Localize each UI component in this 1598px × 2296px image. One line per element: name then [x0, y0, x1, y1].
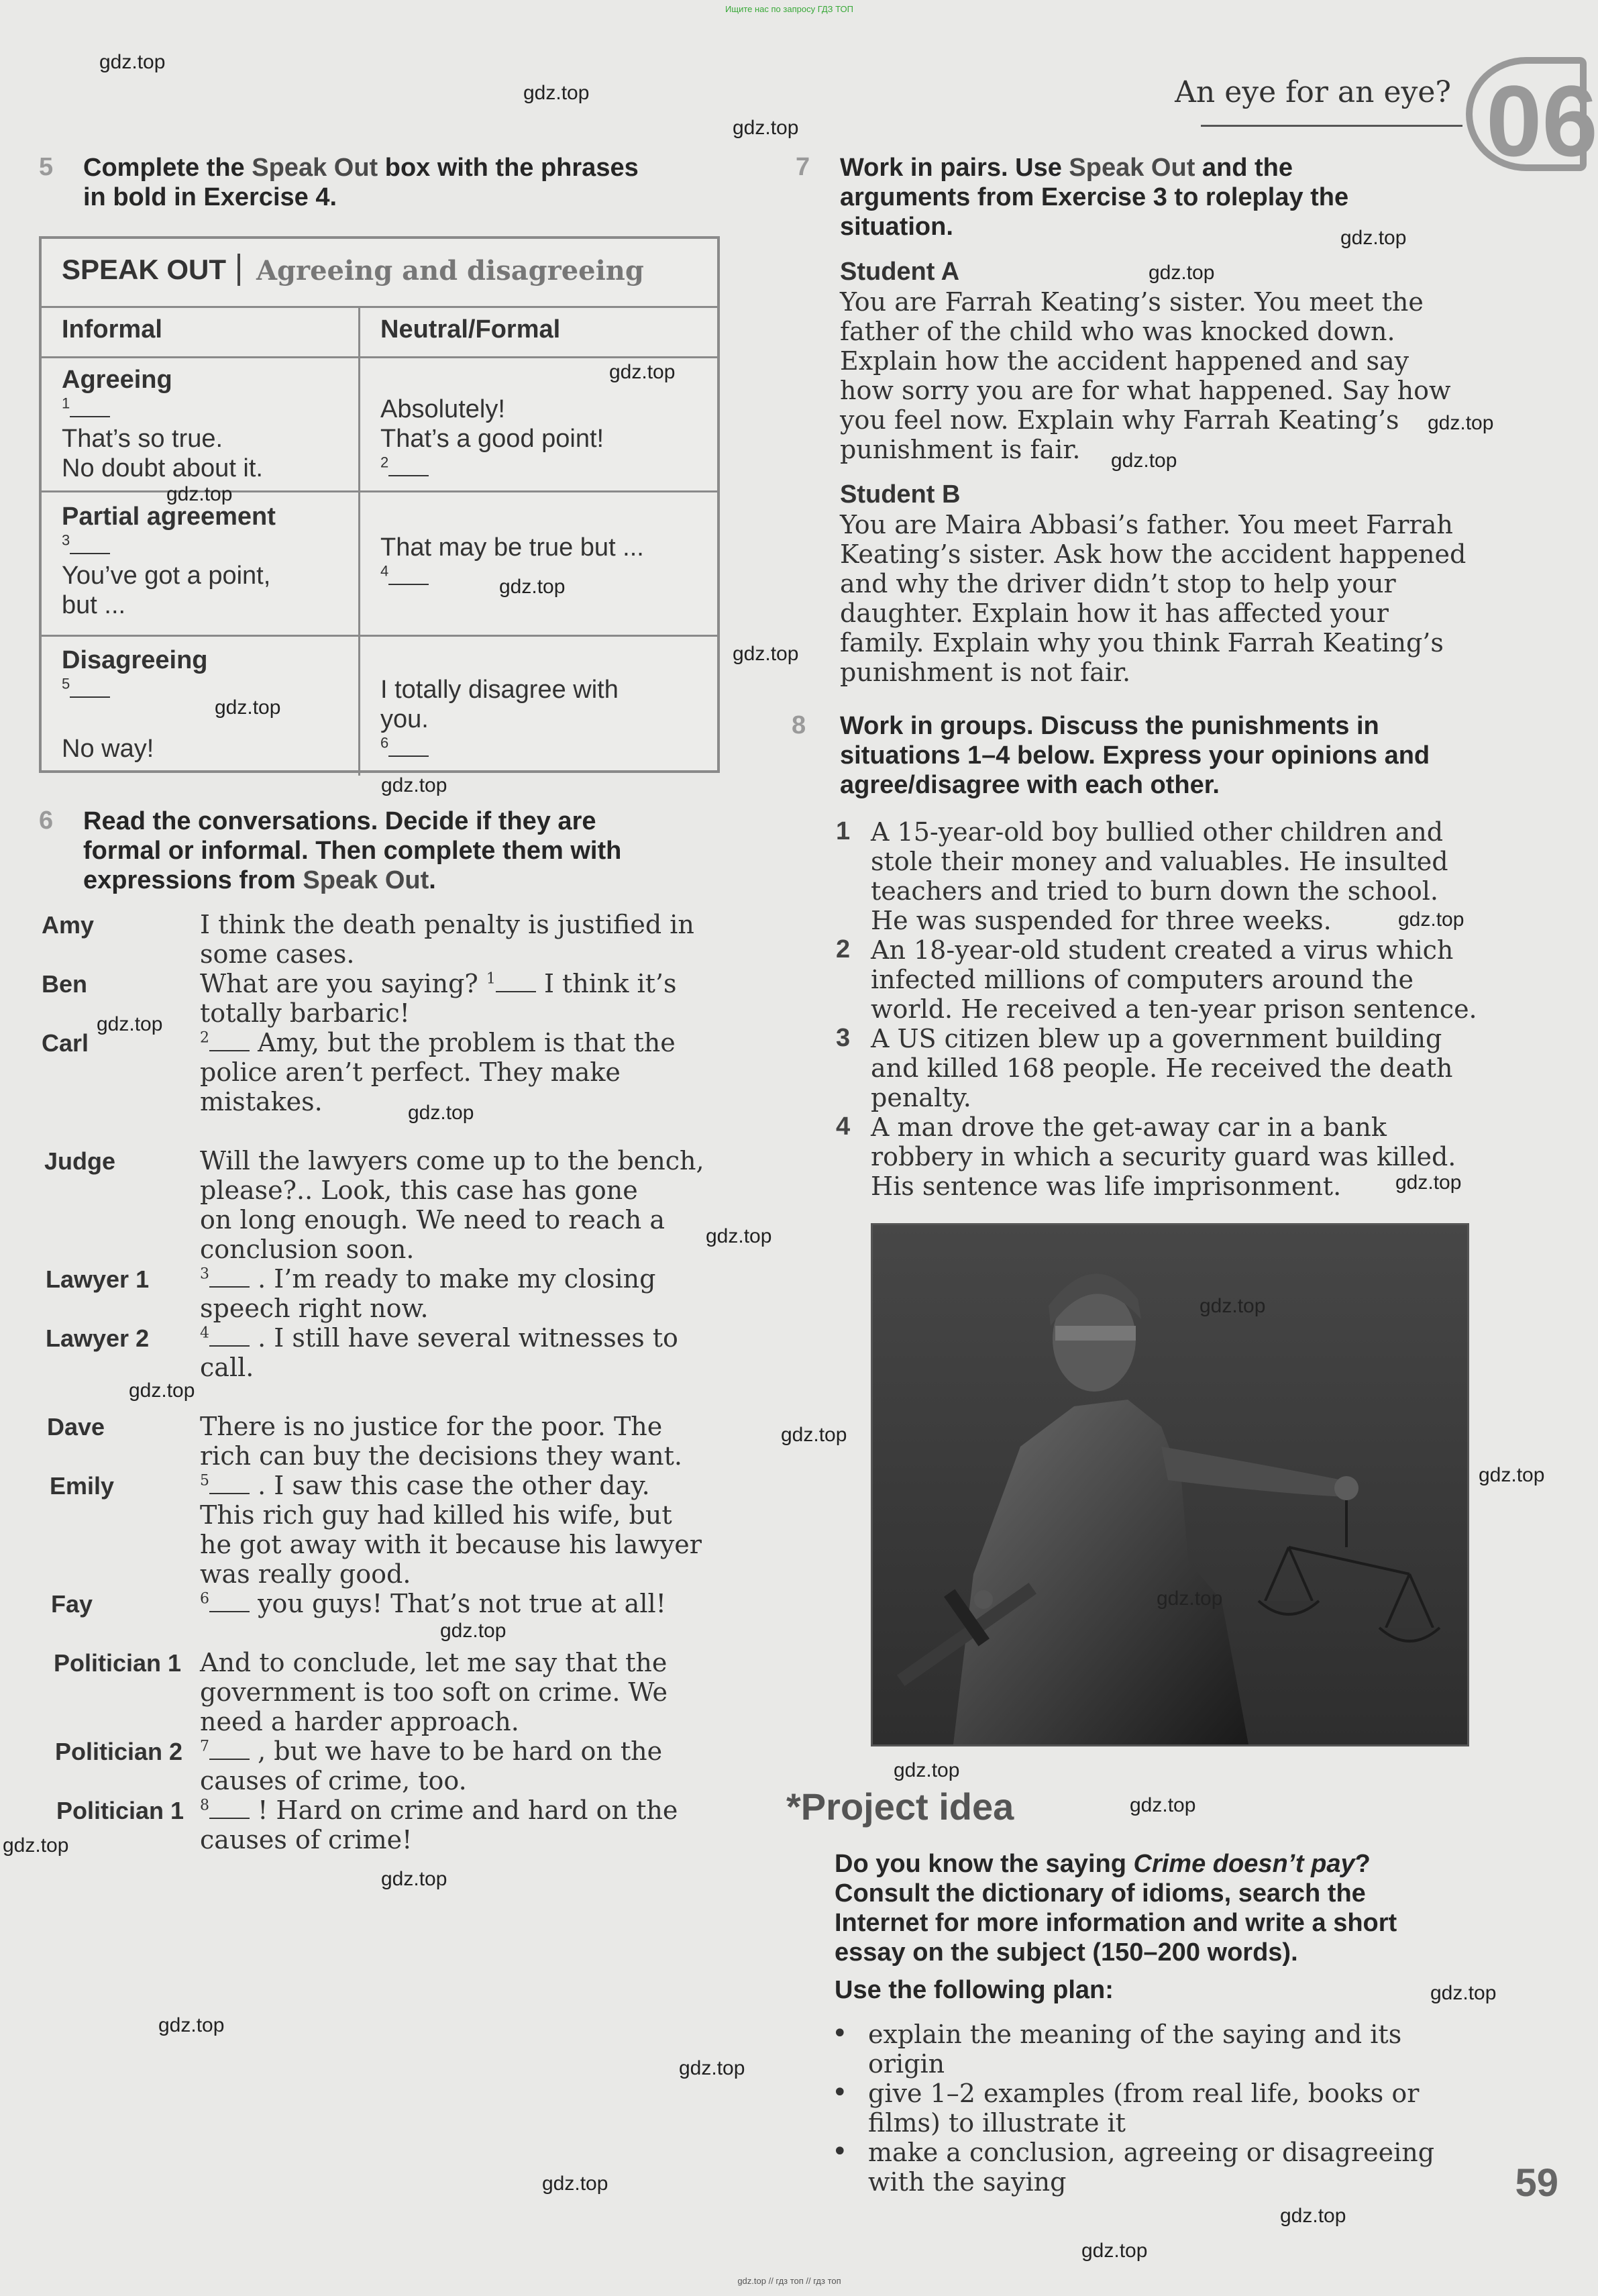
- header-rule: [1201, 125, 1462, 127]
- exercise-5-number: 5: [39, 153, 54, 181]
- bullet-icon: •: [832, 2018, 848, 2049]
- student-b-line: You are Maira Abbasi’s father. You meet Farrah: [840, 510, 1453, 539]
- ex6-line-3c: .: [429, 866, 436, 894]
- gap-number-emily: 5: [200, 1472, 209, 1490]
- student-a-line: you feel now. Explain why Farrah Keating’s: [840, 405, 1399, 435]
- speaker-judge: Judge: [44, 1147, 116, 1175]
- gap-ben: [496, 988, 536, 992]
- student-a-text: [840, 287, 1451, 464]
- speak-out-separator: [237, 254, 240, 286]
- project-idea-text: [835, 1849, 1397, 1967]
- situation-2-number: 2: [836, 935, 851, 963]
- exercise-6-instruction: [83, 806, 621, 895]
- bottom-note: gdz.top // гдз топ // гдз топ: [737, 2276, 841, 2286]
- plan-item-1: [868, 2020, 1401, 2079]
- line-judge: [200, 1146, 704, 1264]
- line-lawyer-2-2: call.: [200, 1353, 254, 1382]
- line-politician-1b-1: ! Hard on crime and hard on the: [250, 1795, 678, 1825]
- line-politician-1a-3: need a harder approach.: [200, 1707, 519, 1736]
- gap-politician-1b: [209, 1815, 250, 1819]
- line-carl-3: mistakes.: [200, 1087, 323, 1116]
- line-emily-2: This rich guy had killed his wife, but: [200, 1500, 672, 1530]
- watermark: gdz.top: [542, 2173, 608, 2195]
- ex5-text-d: in bold in Exercise 4.: [83, 183, 337, 211]
- situation-2-text: [871, 935, 1477, 1024]
- watermark: gdz.top: [381, 1868, 447, 1890]
- student-b-heading: Student B: [840, 480, 961, 509]
- ex7-speak-out: Speak Out: [1069, 154, 1195, 182]
- line-politician-2: [200, 1736, 662, 1795]
- project-plan-label: Use the following plan:: [835, 1976, 1114, 2004]
- phrase-but: but ...: [62, 591, 126, 619]
- line-judge-2: please?.. Look, this case has gone: [200, 1176, 638, 1205]
- gap-number-lawyer-1: 3: [200, 1265, 209, 1283]
- line-ben-2: totally barbaric!: [200, 998, 410, 1028]
- line-fay-1: you guys! That’s not true at all!: [250, 1589, 666, 1618]
- gap-4: [388, 581, 429, 585]
- project-idea-heading: *Project idea: [786, 1785, 1014, 1828]
- gap-2: [388, 472, 429, 476]
- speaker-politician-1b: Politician 1: [56, 1797, 184, 1824]
- watermark: gdz.top: [781, 1424, 847, 1446]
- line-dave-2: rich can buy the decisions they want.: [200, 1441, 682, 1471]
- situation-line: robbery in which a security guard was killed.: [871, 1142, 1456, 1171]
- student-a-line: how sorry you are for what happened. Say how: [840, 376, 1451, 405]
- gap-lawyer-2: [209, 1343, 250, 1347]
- ex5-text-c: box with the phrases: [378, 154, 639, 182]
- situation-line: teachers and tried to burn down the school.: [871, 876, 1439, 906]
- project-line-1c: ?: [1354, 1850, 1371, 1878]
- watermark: gdz.top: [440, 1620, 507, 1642]
- phrase-absolutely: Absolutely!: [380, 395, 505, 423]
- watermark: gdz.top: [1398, 908, 1464, 931]
- exercise-5-instruction: [83, 153, 639, 212]
- gap-number-politician-2: 7: [200, 1738, 209, 1755]
- ex6-line-1: Read the conversations. Decide if they are: [83, 807, 596, 835]
- speaker-politician-2: Politician 2: [55, 1738, 183, 1765]
- speaker-dave: Dave: [47, 1413, 105, 1441]
- line-lawyer-1-1: . I’m ready to make my closing: [250, 1264, 656, 1294]
- situation-line: and killed 168 people. He received the death: [871, 1053, 1453, 1083]
- watermark: gdz.top: [1200, 1295, 1266, 1317]
- line-dave-1: There is no justice for the poor. The: [200, 1412, 663, 1441]
- watermark: gdz.top: [215, 696, 281, 719]
- gap-number-3: 3: [62, 531, 70, 549]
- exercise-7-instruction: [840, 153, 1348, 242]
- situation-1-number: 1: [836, 817, 851, 845]
- situation-4-number: 4: [836, 1112, 851, 1141]
- gap-number-fay: 6: [200, 1590, 209, 1608]
- phrase-no-doubt: No doubt about it.: [62, 454, 263, 482]
- line-lawyer-2: [200, 1323, 678, 1382]
- line-politician-1b-2: causes of crime!: [200, 1825, 413, 1855]
- watermark: gdz.top: [3, 1834, 69, 1857]
- speaker-lawyer-1: Lawyer 1: [46, 1265, 150, 1293]
- line-lawyer-1: [200, 1264, 655, 1323]
- phrase-totally-disagree: I totally disagree with: [380, 676, 619, 704]
- situation-3-number: 3: [836, 1024, 851, 1052]
- line-amy-1: I think the death penalty is justified in: [200, 910, 694, 939]
- situation-line: A US citizen blew up a government building: [871, 1024, 1442, 1053]
- lady-justice-statue-image: [873, 1225, 1467, 1744]
- gap-number-carl: 2: [200, 1029, 209, 1047]
- gap-number-lawyer-2: 4: [200, 1324, 209, 1342]
- watermark: gdz.top: [609, 361, 676, 383]
- ex6-speak-out: Speak Out: [303, 866, 429, 894]
- gap-number-5: 5: [62, 675, 70, 692]
- watermark: gdz.top: [499, 576, 566, 598]
- column-header-informal: [42, 306, 358, 358]
- line-judge-4: conclusion soon.: [200, 1235, 415, 1264]
- phrase-so-true: That’s so true.: [62, 425, 223, 453]
- watermark: gdz.top: [523, 82, 590, 104]
- phrase-may-be-true: That may be true but ...: [380, 533, 644, 562]
- top-note: Ищите нас по запросу ГДЗ ТОП: [725, 4, 853, 14]
- exercise-6-number: 6: [39, 806, 54, 835]
- student-b-line: punishment is not fair.: [840, 658, 1131, 687]
- category-partial-agreement: Partial agreement: [62, 503, 276, 531]
- gap-lawyer-1: [209, 1284, 250, 1288]
- watermark: gdz.top: [408, 1102, 474, 1124]
- student-b-line: family. Explain why you think Farrah Keating’s: [840, 628, 1444, 658]
- ex7-line-2: arguments from Exercise 3 to roleplay the: [840, 183, 1349, 211]
- column-informal-label: Informal: [62, 315, 162, 344]
- gap-emily: [209, 1490, 250, 1494]
- line-politician-1a-2: government is too soft on crime. We: [200, 1677, 668, 1707]
- cell-disagreeing-formal: [380, 675, 716, 764]
- student-a-line: Explain how the accident happened and say: [840, 346, 1409, 376]
- line-politician-1a-1: And to conclude, let me say that the: [200, 1648, 668, 1677]
- gap-number-ben: 1: [486, 970, 496, 988]
- ex8-line-2: situations 1–4 below. Express your opinions and: [840, 741, 1430, 770]
- speaker-carl: Carl: [42, 1029, 89, 1057]
- line-politician-2-1: , but we have to be hard on the: [250, 1736, 663, 1766]
- exercise-8-number: 8: [792, 711, 806, 739]
- speak-out-box: [39, 236, 720, 773]
- gap-number-1: 1: [62, 395, 70, 412]
- phrase-you: you.: [380, 705, 429, 733]
- speaker-ben: Ben: [42, 970, 88, 998]
- watermark: gdz.top: [1157, 1587, 1223, 1610]
- gap-3: [70, 550, 110, 554]
- plan-item-3: [868, 2138, 1434, 2197]
- watermark: gdz.top: [97, 1013, 163, 1035]
- exercise-8-instruction: [840, 711, 1430, 800]
- student-b-text: [840, 510, 1466, 687]
- line-emily: [200, 1471, 702, 1589]
- ex7-line-3: situation.: [840, 213, 953, 241]
- gap-number-politician-1b: 8: [200, 1797, 209, 1814]
- project-line-4: essay on the subject (150–200 words).: [835, 1938, 1298, 1967]
- situation-1-text: [871, 817, 1448, 935]
- ex5-text-a: Complete the: [83, 154, 252, 182]
- line-fay: [200, 1589, 666, 1618]
- line-ben-1b: I think it’s: [535, 969, 677, 998]
- situation-line: A 15-year-old boy bullied other children and: [871, 817, 1444, 847]
- speaker-emily: Emily: [50, 1472, 115, 1500]
- watermark: gdz.top: [1340, 227, 1407, 249]
- phrase-good-point: That’s a good point!: [380, 425, 604, 453]
- line-politician-1b: [200, 1795, 678, 1855]
- gap-fay: [209, 1608, 250, 1612]
- student-a-line: You are Farrah Keating’s sister. You meet the: [840, 287, 1424, 317]
- ex6-line-3a: expressions from: [83, 866, 303, 894]
- watermark: gdz.top: [733, 117, 799, 139]
- gap-6: [388, 753, 429, 757]
- column-formal-label: Neutral/Formal: [380, 315, 561, 344]
- ex7-line-1a: Work in pairs. Use: [840, 154, 1069, 182]
- situation-4-text: [871, 1112, 1456, 1201]
- speaker-fay: Fay: [51, 1590, 93, 1618]
- line-judge-3: on long enough. We need to reach a: [200, 1205, 665, 1235]
- line-lawyer-2-1: . I still have several witnesses to: [250, 1323, 678, 1353]
- ex8-line-3: agree/disagree with each other.: [840, 771, 1220, 799]
- situation-line: An 18-year-old student created a virus which: [871, 935, 1454, 965]
- line-ben-1a: What are you saying?: [200, 969, 486, 998]
- category-agreeing: Agreeing: [62, 366, 172, 394]
- project-line-3: Internet for more information and write a short: [835, 1909, 1397, 1937]
- project-line-2: Consult the dictionary of idioms, search the: [835, 1879, 1366, 1908]
- unit-badge: 06: [1466, 57, 1587, 171]
- speaker-amy: Amy: [42, 911, 95, 939]
- watermark: gdz.top: [1479, 1464, 1545, 1486]
- watermark: gdz.top: [706, 1225, 772, 1247]
- plan-line: make a conclusion, agreeing or disagreeing: [868, 2138, 1435, 2167]
- lady-justice-photo: [871, 1223, 1469, 1746]
- plan-line: give 1–2 examples (from real life, books or: [868, 2079, 1420, 2108]
- line-politician-2-2: causes of crime, too.: [200, 1766, 467, 1795]
- student-b-line: and why the driver didn’t stop to help your: [840, 569, 1396, 598]
- gap-1: [70, 413, 110, 417]
- bullet-icon: •: [832, 2077, 848, 2108]
- speak-out-title: SPEAK OUT: [62, 254, 227, 285]
- student-b-line: Keating’s sister. Ask how the accident happened: [840, 539, 1467, 569]
- blindfold-icon: [1055, 1326, 1136, 1341]
- line-emily-1: . I saw this case the other day.: [250, 1471, 650, 1500]
- phrase-no-way: No way!: [62, 735, 154, 763]
- situation-line: infected millions of computers around the: [871, 965, 1414, 994]
- speak-out-titlebar: [42, 239, 717, 308]
- cell-agreeing-informal: [62, 365, 350, 483]
- situation-line: penalty.: [871, 1083, 971, 1112]
- line-dave: [200, 1412, 682, 1471]
- plan-line: explain the meaning of the saying and its: [868, 2020, 1402, 2049]
- column-divider: [358, 306, 360, 776]
- page-header-title: An eye for an eye?: [1175, 75, 1451, 109]
- cell-partial-informal: [62, 502, 350, 620]
- ex7-line-1c: and the: [1195, 154, 1293, 182]
- student-a-heading: Student A: [840, 258, 960, 286]
- line-politician-1a: [200, 1648, 668, 1736]
- situation-line: He was suspended for three weeks.: [871, 906, 1332, 935]
- cell-agreeing-formal: [380, 395, 716, 483]
- page-number: 59: [1515, 2161, 1558, 2205]
- student-a-line: punishment is fair.: [840, 435, 1081, 464]
- plan-line: films) to illustrate it: [868, 2108, 1126, 2138]
- watermark: gdz.top: [1280, 2205, 1346, 2227]
- watermark: gdz.top: [1149, 262, 1215, 284]
- watermark: gdz.top: [1428, 412, 1494, 434]
- speak-out-subtitle: Agreeing and disagreeing: [256, 255, 644, 286]
- gap-number-4: 4: [380, 562, 389, 580]
- watermark: gdz.top: [1081, 2240, 1148, 2262]
- ex5-speak-out: Speak Out: [252, 154, 378, 182]
- row-divider-2: [42, 635, 717, 637]
- cell-disagreeing-informal: [62, 645, 350, 764]
- line-emily-4: was really good.: [200, 1559, 411, 1589]
- situation-3-text: [871, 1024, 1453, 1112]
- project-line-1a: Do you know the saying: [835, 1850, 1134, 1878]
- gap-number-2: 2: [380, 454, 389, 471]
- watermark: gdz.top: [1395, 1171, 1462, 1194]
- student-a-line: father of the child who was knocked down.: [840, 317, 1395, 346]
- column-header-formal: [360, 306, 718, 358]
- watermark: gdz.top: [99, 51, 166, 73]
- watermark: gdz.top: [733, 643, 799, 665]
- student-b-line: daughter. Explain how it has affected your: [840, 598, 1389, 628]
- line-amy: [200, 910, 694, 969]
- watermark: gdz.top: [158, 2014, 225, 2036]
- watermark: gdz.top: [381, 774, 447, 796]
- situation-line: His sentence was life imprisonment.: [871, 1171, 1342, 1201]
- watermark: gdz.top: [1130, 1794, 1196, 1816]
- project-saying: Crime doesn’t pay: [1133, 1850, 1355, 1878]
- situation-line: stole their money and valuables. He insulted: [871, 847, 1448, 876]
- speaker-politician-1a: Politician 1: [54, 1649, 182, 1677]
- plan-line: origin: [868, 2049, 945, 2079]
- line-emily-3: he got away with it because his lawyer: [200, 1530, 702, 1559]
- watermark: gdz.top: [166, 483, 233, 505]
- watermark: gdz.top: [679, 2057, 745, 2079]
- plan-line: with the saying: [868, 2167, 1067, 2197]
- phrase-got-a-point: You’ve got a point,: [62, 562, 271, 590]
- situation-line: world. He received a ten-year prison sentence.: [871, 994, 1477, 1024]
- line-judge-1: Will the lawyers come up to the bench,: [200, 1146, 704, 1176]
- watermark: gdz.top: [129, 1379, 195, 1402]
- gap-carl: [209, 1047, 250, 1051]
- line-carl-1: Amy, but the problem is that the: [250, 1028, 676, 1057]
- exercise-7-number: 7: [796, 153, 810, 181]
- watermark: gdz.top: [1111, 450, 1177, 472]
- situation-line: A man drove the get-away car in a bank: [871, 1112, 1387, 1142]
- category-disagreeing: Disagreeing: [62, 646, 208, 674]
- plan-item-2: [868, 2079, 1419, 2138]
- line-amy-2: some cases.: [200, 939, 355, 969]
- gap-5: [70, 694, 110, 698]
- row-divider-1: [42, 490, 717, 492]
- line-lawyer-1-2: speech right now.: [200, 1294, 429, 1323]
- gap-politician-2: [209, 1756, 250, 1760]
- line-ben: [200, 969, 677, 1028]
- line-carl-2: police aren’t perfect. They make: [200, 1057, 621, 1087]
- watermark: gdz.top: [894, 1759, 960, 1781]
- gap-number-6: 6: [380, 734, 389, 751]
- watermark: gdz.top: [1430, 1982, 1497, 2004]
- speaker-lawyer-2: Lawyer 2: [46, 1324, 150, 1352]
- ex8-line-1: Work in groups. Discuss the punishments in: [840, 712, 1379, 740]
- bullet-icon: •: [832, 2136, 848, 2167]
- ex6-line-2: formal or informal. Then complete them with: [83, 837, 622, 865]
